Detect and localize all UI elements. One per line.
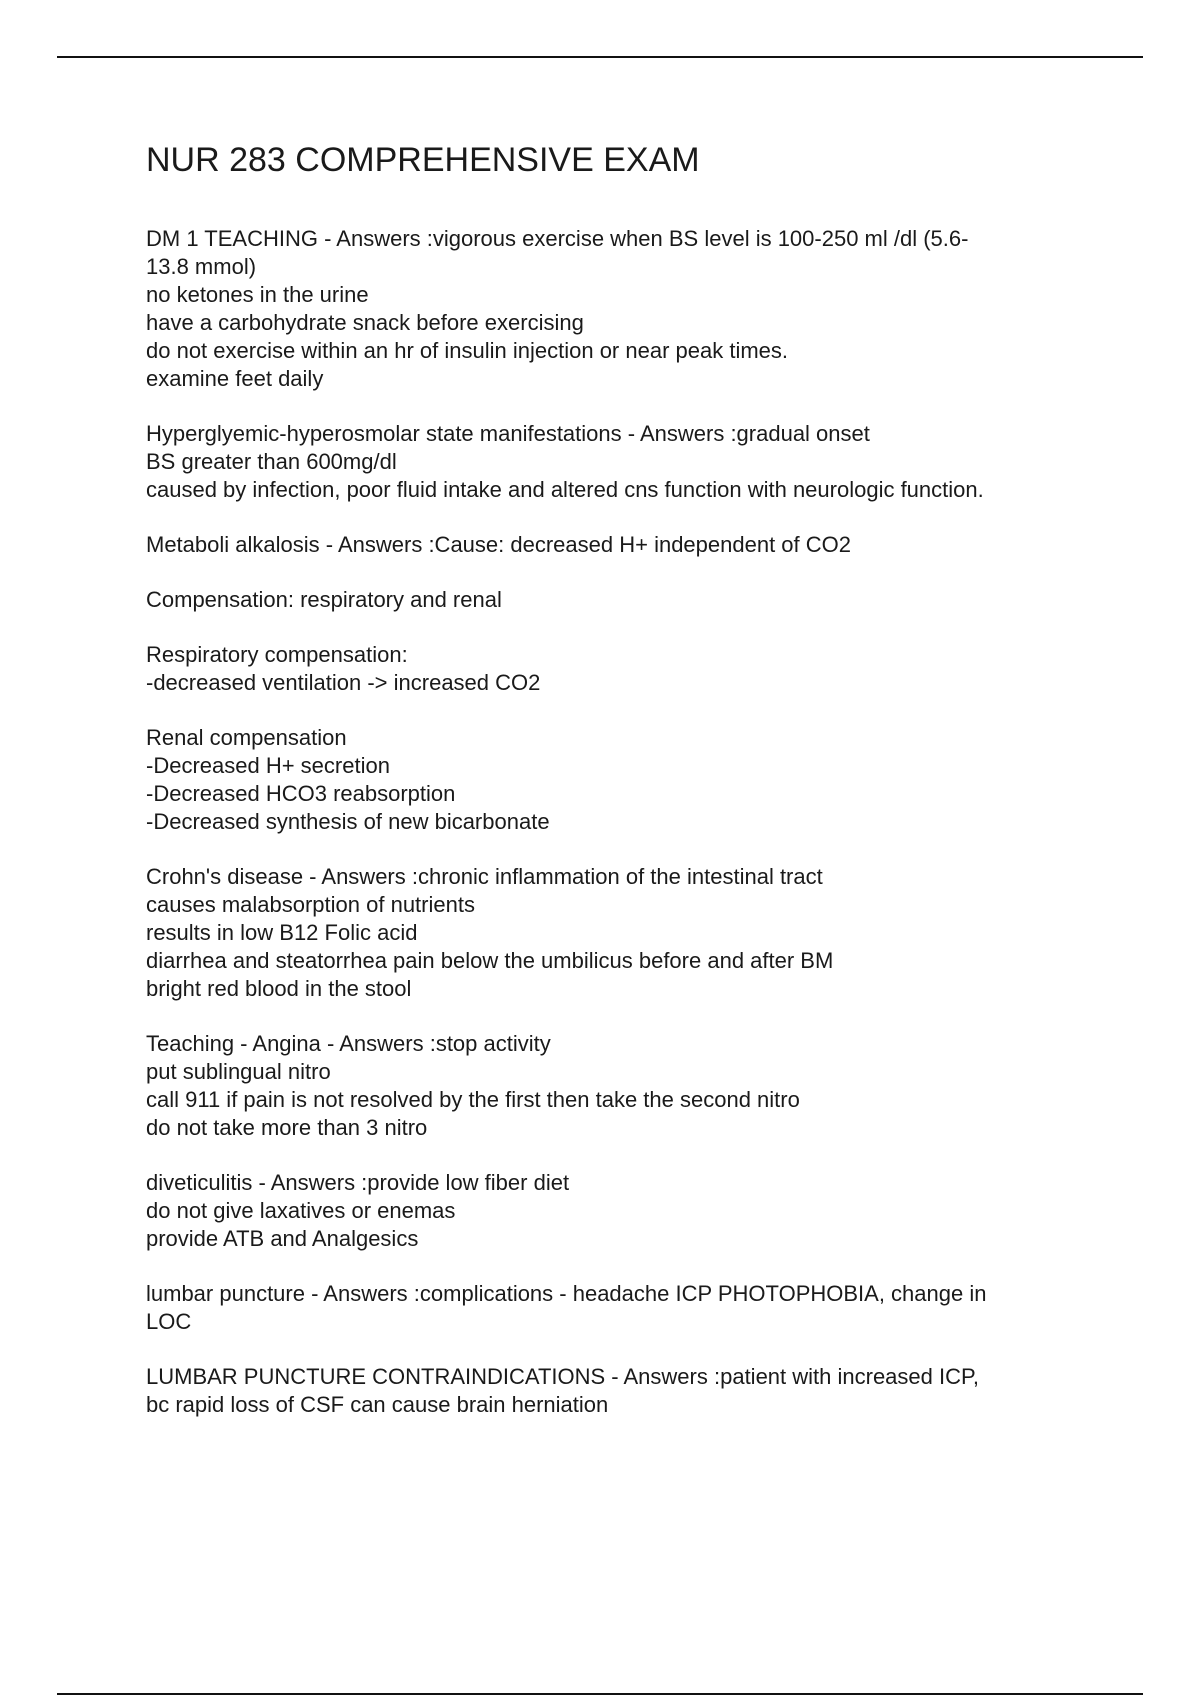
text-line: LUMBAR PUNCTURE CONTRAINDICATIONS - Answers :patient with increased ICP, [146, 1363, 979, 1389]
qa-section [146, 1363, 1086, 1419]
qa-section [146, 1280, 1086, 1336]
qa-section [146, 420, 1086, 504]
text-line: -Decreased synthesis of new bicarbonate [146, 808, 550, 834]
text-line: Renal compensation [146, 724, 347, 750]
text-line: provide ATB and Analgesics [146, 1225, 419, 1251]
text-line: results in low B12 Folic acid [146, 919, 418, 945]
text-line: diarrhea and steatorrhea pain below the umbilicus before and after BM [146, 947, 834, 973]
qa-section [146, 1030, 1086, 1142]
header-rule [57, 56, 1143, 58]
sections-container [146, 225, 1086, 1419]
document-title: NUR 283 COMPREHENSIVE EXAM [146, 141, 700, 179]
text-line: BS greater than 600mg/dl [146, 448, 397, 474]
text-line: bright red blood in the stool [146, 975, 412, 1001]
text-line: do not give laxatives or enemas [146, 1197, 456, 1223]
text-line: -Decreased H+ secretion [146, 752, 390, 778]
text-line: caused by infection, poor fluid intake and altered cns function with neurologic function. [146, 476, 984, 502]
text-line: Compensation: respiratory and renal [146, 586, 502, 612]
document-body [146, 140, 1086, 1446]
text-line: examine feet daily [146, 365, 324, 391]
text-line: DM 1 TEACHING - Answers :vigorous exercise when BS level is 100-250 ml /dl (5.6- [146, 225, 969, 251]
text-line: -decreased ventilation -> increased CO2 [146, 669, 541, 695]
qa-section [146, 863, 1086, 1003]
text-line: 13.8 mmol) [146, 253, 257, 279]
qa-section [146, 531, 1086, 559]
text-line: have a carbohydrate snack before exercising [146, 309, 584, 335]
footer-rule [57, 1693, 1143, 1695]
text-line: Crohn's disease - Answers :chronic inflammation of the intestinal tract [146, 863, 823, 889]
text-line: call 911 if pain is not resolved by the first then take the second nitro [146, 1086, 800, 1112]
text-line: do not exercise within an hr of insulin injection or near peak times. [146, 337, 789, 363]
qa-section [146, 724, 1086, 836]
text-line: Metaboli alkalosis - Answers :Cause: decreased H+ independent of CO2 [146, 531, 851, 557]
qa-section [146, 586, 1086, 614]
text-line: Hyperglyemic-hyperosmolar state manifestations - Answers :gradual onset [146, 420, 870, 446]
text-line: put sublingual nitro [146, 1058, 331, 1084]
qa-section [146, 225, 1086, 393]
qa-section [146, 641, 1086, 697]
text-line: -Decreased HCO3 reabsorption [146, 780, 456, 806]
text-line: lumbar puncture - Answers :complications - headache ICP PHOTOPHOBIA, change in [146, 1280, 987, 1306]
text-line: LOC [146, 1308, 192, 1334]
qa-section [146, 1169, 1086, 1253]
text-line: Teaching - Angina - Answers :stop activity [146, 1030, 551, 1056]
text-line: do not take more than 3 nitro [146, 1114, 428, 1140]
text-line: bc rapid loss of CSF can cause brain herniation [146, 1391, 609, 1417]
text-line: causes malabsorption of nutrients [146, 891, 475, 917]
text-line: no ketones in the urine [146, 281, 369, 307]
text-line: diveticulitis - Answers :provide low fiber diet [146, 1169, 570, 1195]
text-line: Respiratory compensation: [146, 641, 408, 667]
